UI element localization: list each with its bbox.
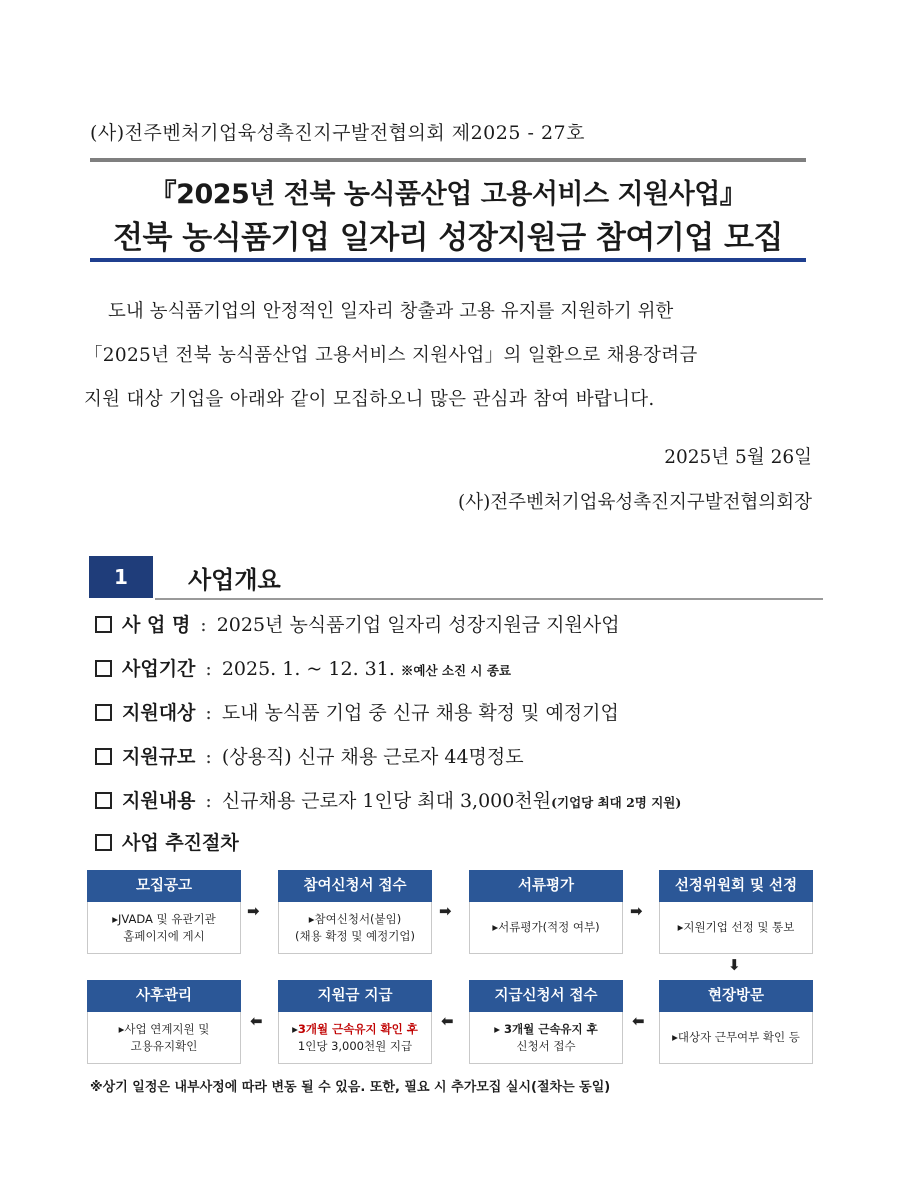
- process-step-application: [278, 870, 432, 954]
- item-label: 지원규모: [122, 746, 196, 768]
- checkbox-square-icon: [95, 616, 112, 633]
- item-separator: :: [205, 746, 212, 768]
- item-value: (상용직) 신규 채용 근로자 44명정도: [221, 746, 524, 768]
- item-value: 신규채용 근로자 1인당 최대 3,000천원: [221, 790, 552, 812]
- item-separator: :: [200, 614, 207, 636]
- item-value: 2025. 1. ~ 12. 31.: [221, 658, 395, 680]
- process-step-site-visit: [659, 980, 813, 1064]
- step-body: ▸참여신청서(붙임) (채용 확정 및 예정기업): [278, 902, 432, 954]
- process-step-follow-up: [87, 980, 241, 1064]
- title-rule-bottom: [90, 258, 806, 262]
- item-scale: [95, 742, 524, 769]
- step-title: 서류평가: [469, 870, 623, 902]
- footnote: ※상기 일정은 내부사정에 따라 변동 될 수 있음. 또한, 필요 시 추가모집 실시(절차는 동일): [90, 1080, 611, 1095]
- arrow-right-icon: ➡: [439, 902, 452, 920]
- section-title: 사업개요: [188, 566, 281, 594]
- arrow-down-icon: ⬇: [728, 956, 741, 974]
- item-content: [95, 786, 681, 813]
- item-label: 지원대상: [122, 702, 196, 724]
- step-title: 모집공고: [87, 870, 241, 902]
- step-title: 사후관리: [87, 980, 241, 1012]
- arrow-right-icon: ➡: [247, 902, 260, 920]
- step-body: ▸JVADA 및 유관기관 홈페이지에 게시: [87, 902, 241, 954]
- checkbox-square-icon: [95, 704, 112, 721]
- checkbox-square-icon: [95, 748, 112, 765]
- step-body: ▸사업 연계지원 및 고용유지확인: [87, 1012, 241, 1064]
- item-value: 2025년 농식품기업 일자리 성장지원금 지원사업: [216, 614, 620, 636]
- process-step-payment: [278, 980, 432, 1064]
- step-body: ▸3개월 근속유지 확인 후 1인당 3,000천원 지급: [278, 1012, 432, 1064]
- item-label: 사 업 명: [122, 614, 191, 636]
- document-number: (사)전주벤처기업육성촉진지구발전협의회 제2025 - 27호: [90, 122, 585, 144]
- intro-line-1: 도내 농식품기업의 안정적인 일자리 창출과 고용 유지를 지원하기 위한: [108, 301, 674, 322]
- section-number-badge: 1: [89, 556, 153, 598]
- item-label: 지원내용: [122, 790, 196, 812]
- checkbox-square-icon: [95, 660, 112, 677]
- title-rule-top: [90, 158, 806, 162]
- item-project-name: [95, 610, 620, 637]
- item-note: (기업당 최대 2명 지원): [551, 795, 682, 810]
- process-step-recruitment-notice: [87, 870, 241, 954]
- item-label: 사업기간: [122, 658, 196, 680]
- arrow-left-icon: ⬅: [441, 1012, 454, 1030]
- intro-line-2: 「2025년 전북 농식품산업 고용서비스 지원사업」의 일환으로 채용장려금: [84, 345, 698, 366]
- step-title: 현장방문: [659, 980, 813, 1012]
- item-separator: :: [205, 658, 212, 680]
- item-project-period: [95, 654, 511, 681]
- process-step-payment-application: [469, 980, 623, 1064]
- item-separator: :: [205, 702, 212, 724]
- item-procedure: [95, 828, 239, 855]
- step-title: 지급신청서 접수: [469, 980, 623, 1012]
- step-body: ▸ 3개월 근속유지 후 신청서 접수: [469, 1012, 623, 1064]
- item-label: 사업 추진절차: [122, 832, 239, 854]
- checkbox-square-icon: [95, 834, 112, 851]
- issue-date: 2025년 5월 26일: [664, 447, 812, 468]
- item-value: 도내 농식품 기업 중 신규 채용 확정 및 예정기업: [221, 702, 619, 724]
- intro-paragraph: [84, 290, 814, 422]
- item-note: ※예산 소진 시 종료: [400, 663, 512, 678]
- item-separator: :: [205, 790, 212, 812]
- step-title: 선정위원회 및 선정: [659, 870, 813, 902]
- step-body: ▸지원기업 선정 및 통보: [659, 902, 813, 954]
- process-step-selection: [659, 870, 813, 954]
- step-body: ▸서류평가(적정 여부): [469, 902, 623, 954]
- process-step-document-review: [469, 870, 623, 954]
- intro-line-3: 지원 대상 기업을 아래와 같이 모집하오니 많은 관심과 참여 바랍니다.: [84, 389, 655, 410]
- arrow-right-icon: ➡: [630, 902, 643, 920]
- step-body: ▸대상자 근무여부 확인 등: [659, 1012, 813, 1064]
- arrow-left-icon: ⬅: [632, 1012, 645, 1030]
- title-line-1: 『2025년 전북 농식품산업 고용서비스 지원사업』: [149, 179, 747, 210]
- checkbox-square-icon: [95, 792, 112, 809]
- item-target: [95, 698, 619, 725]
- step-title: 지원금 지급: [278, 980, 432, 1012]
- issuer-name: (사)전주벤처기업육성촉진지구발전협의회장: [458, 492, 812, 513]
- title-line-2: 전북 농식품기업 일자리 성장지원금 참여기업 모집: [113, 220, 783, 256]
- section-rule: [155, 598, 823, 600]
- arrow-left-icon: ⬅: [250, 1012, 263, 1030]
- step-title: 참여신청서 접수: [278, 870, 432, 902]
